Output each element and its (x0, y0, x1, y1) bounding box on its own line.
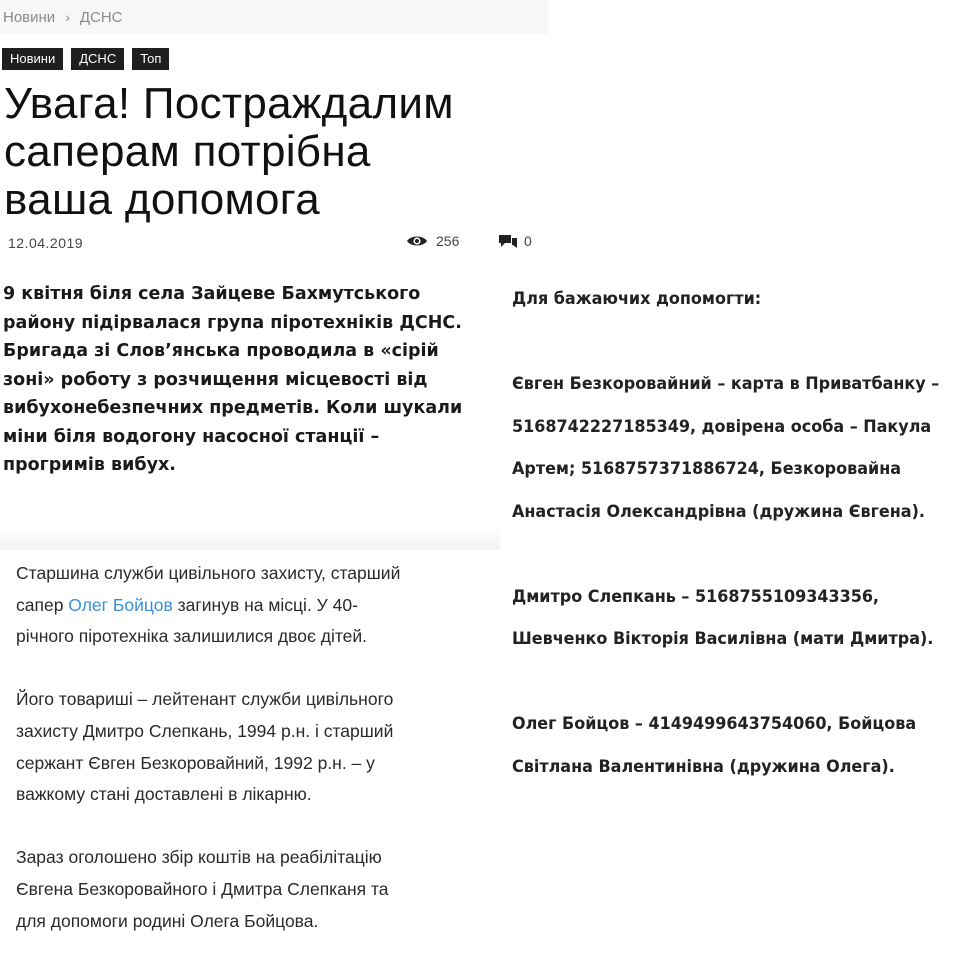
donation-line: Євген Безкоровайний – карта в Приватбанку – (512, 374, 940, 394)
publish-date: 12.04.2019 (8, 235, 84, 251)
lead-line: міни біля водогону насосної станції – (3, 426, 380, 447)
donation-block (512, 363, 957, 533)
body-line: захисту Дмитро Слепкань, 1994 р.н. і старший (16, 720, 394, 741)
eye-icon (406, 234, 428, 248)
body-line: річного піротехніка залишилися двоє дітей. (16, 626, 368, 647)
donation-line: Артем; 5168757371886724, Безкоровайна (512, 459, 902, 479)
body-line: Зараз оголошено збір коштів на реабілітацію (16, 847, 382, 868)
body-line: загинув на місці. У 40- (172, 594, 358, 615)
tag-dsns[interactable]: ДСНС (71, 48, 124, 70)
body-line: важкому стані доставлені в лікарню. (16, 784, 312, 805)
article-body (16, 558, 486, 937)
tag-top[interactable]: Топ (132, 48, 169, 70)
section-divider (0, 528, 500, 550)
body-paragraph (16, 684, 486, 810)
body-line: Євгена Безкоровайного і Дмитра Слепканя та (16, 878, 389, 899)
title-line: Увага! Постраждалим (4, 79, 454, 128)
body-paragraph (16, 558, 486, 653)
body-line: сапер (16, 594, 69, 615)
title-line: ваша допомога (4, 175, 320, 224)
lead-line: вибухонебезпечних предметів. Коли шукали (3, 398, 463, 418)
article-meta (8, 233, 548, 253)
breadcrumb-separator-icon: › (65, 9, 70, 25)
body-paragraph (16, 842, 486, 937)
title-line: саперам потрібна (4, 127, 371, 176)
comments-counter[interactable] (498, 233, 532, 249)
comments-count: 0 (524, 233, 532, 249)
breadcrumb (0, 0, 548, 34)
donation-info (512, 278, 957, 788)
body-line: сержант Євген Безкоровайний, 1992 р.н. – у (16, 752, 375, 773)
donation-heading: Для бажаючих допомогти: (512, 289, 762, 309)
lead-line: району підірвалася група піротехніків ДСНС. (3, 312, 462, 333)
person-link-oleg-boitsov[interactable]: Олег Бойцов (68, 594, 173, 615)
lead-line: Бригада зі Слов’янська проводила в «сірій (3, 341, 439, 361)
lead-line: зоні» роботу з розчищення місцевості від (3, 369, 428, 390)
lead-line: прогримів вибух. (3, 455, 176, 475)
donation-line: Олег Бойцов – 4149499643754060, Бойцова (512, 714, 917, 734)
donation-line: 5168742227185349, довірена особа – Пакула (512, 416, 932, 437)
article-title (4, 80, 544, 224)
body-line: Старшина служби цивільного захисту, старший (16, 563, 401, 583)
body-line: Його товариші – лейтенант служби цивільного (16, 689, 394, 710)
breadcrumb-item-dsns[interactable]: ДСНС (79, 8, 123, 26)
comment-icon (498, 234, 518, 248)
views-count: 256 (436, 233, 460, 249)
article-lead (3, 280, 503, 480)
donation-line: Анастасія Олександрівна (дружина Євгена). (512, 501, 925, 522)
donation-line: Шевченко Вікторія Василівна (мати Дмитра). (512, 629, 934, 649)
donation-line: Світлана Валентинівна (дружина Олега). (512, 756, 895, 777)
donation-block (512, 703, 957, 788)
lead-line: 9 квітня біля села Зайцеве Бахмутського (3, 284, 421, 304)
donation-line: Дмитро Слепкань – 5168755109343356, (512, 586, 880, 607)
breadcrumb-item-news[interactable]: Новини (3, 8, 56, 26)
body-line: для допомоги родині Олега Бойцова. (16, 910, 319, 931)
tag-news[interactable]: Новини (2, 48, 63, 70)
category-tags (2, 48, 169, 70)
donation-block (512, 576, 957, 661)
views-counter (406, 233, 459, 249)
